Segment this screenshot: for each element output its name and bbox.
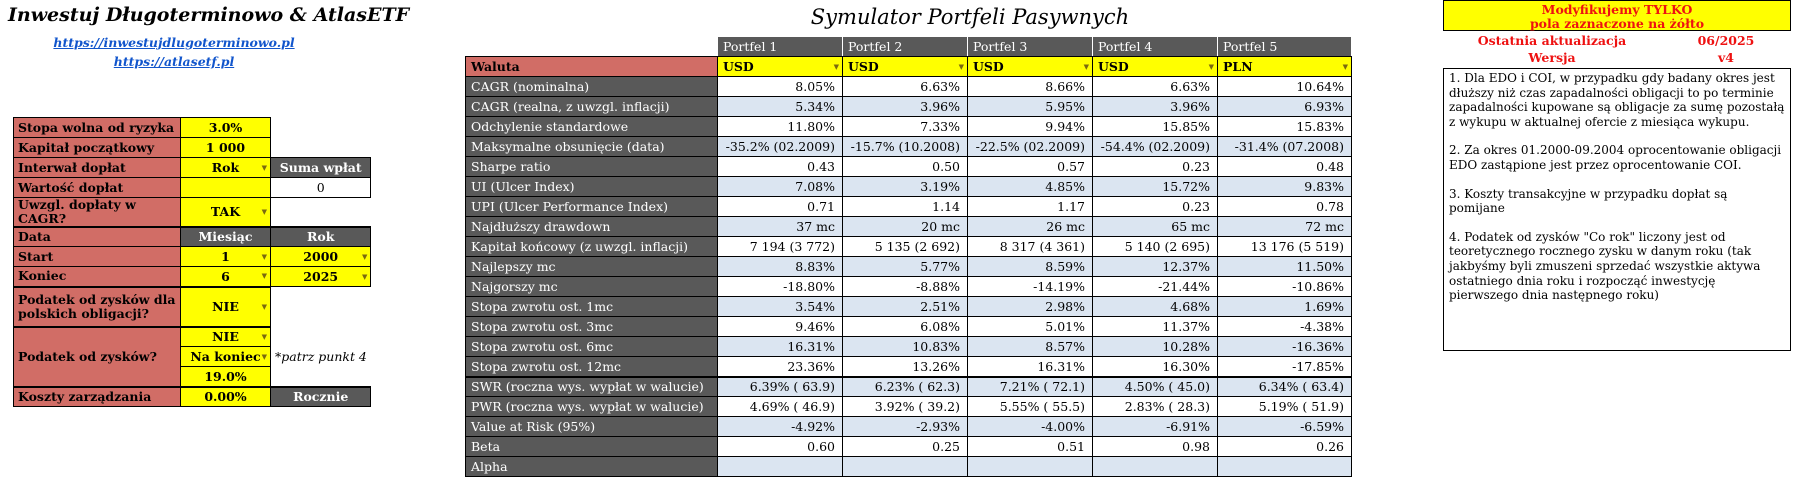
metric-value: 0.50: [843, 157, 968, 177]
metric-label: UI (Ulcer Index): [466, 177, 718, 197]
dropdown-arrow-icon: ▼: [261, 207, 267, 216]
metric-value: 8.05%: [718, 77, 843, 97]
metric-value: 5 135 (2 692): [843, 237, 968, 257]
last-update-row: [1443, 32, 1791, 48]
note-1: 1. Dla EDO i COI, w przypadku gdy badany okres jest dłuższy niż czas zapadalności obligacji to po terminie zapadalności kupowane są obligacje za sumę pozostałą z wykupu w aktualnej ofercie z miesiąca wykupu.: [1449, 71, 1785, 129]
contribution-value-input[interactable]: [181, 178, 271, 198]
metric-value: 4.85%: [968, 177, 1093, 197]
metric-label: Stopa zwrotu ost. 3mc: [466, 317, 718, 337]
month-header: Miesiąc: [181, 227, 271, 247]
dropdown-arrow-icon: ▼: [261, 302, 267, 311]
metric-value: 16.31%: [968, 357, 1093, 377]
currency-dropdown-p3[interactable]: USD ▼: [968, 57, 1093, 77]
contribution-value-label: Wartość dopłat: [14, 178, 181, 198]
table-row: [466, 197, 1352, 217]
settings-table: [13, 117, 371, 407]
sum-of-contributions-value: 0: [271, 178, 371, 198]
metric-value: 7.08%: [718, 177, 843, 197]
metric-value: 0.51: [968, 437, 1093, 457]
metric-value: 10.28%: [1093, 337, 1218, 357]
table-row: [466, 217, 1352, 237]
column-header-portfel-4: Portfel 4: [1093, 37, 1218, 57]
contribution-interval-label: Interwał dopłat: [14, 158, 181, 178]
spacer-cell: [271, 287, 371, 327]
metric-value: 12.37%: [1093, 257, 1218, 277]
dropdown-arrow-icon: ▼: [833, 62, 839, 71]
end-label: Koniec: [14, 267, 181, 287]
metric-value: 1.14: [843, 197, 968, 217]
metric-label: Stopa zwrotu ost. 12mc: [466, 357, 718, 377]
metric-value: 5.01%: [968, 317, 1093, 337]
metric-value: -4.38%: [1218, 317, 1352, 337]
spacer-cell: [271, 118, 371, 138]
table-row: [466, 277, 1352, 297]
tax-footnote: *patrz punkt 4: [275, 349, 367, 364]
metric-value: 7 194 (3 772): [718, 237, 843, 257]
dropdown-arrow-icon: ▼: [362, 252, 368, 261]
metric-value: 26 mc: [968, 217, 1093, 237]
spacer-cell: [271, 138, 371, 158]
version-value: v4: [1718, 49, 1734, 65]
metric-value: 1.69%: [1218, 297, 1352, 317]
management-costs-label: Koszty zarządzania: [14, 387, 181, 407]
table-row: [466, 417, 1352, 437]
currency-dropdown-p2[interactable]: USD ▼: [843, 57, 968, 77]
metric-value: 11.80%: [718, 117, 843, 137]
metric-value: 15.72%: [1093, 177, 1218, 197]
metric-value: 5.19% ( 51.9): [1218, 397, 1352, 417]
metric-value: 7.33%: [843, 117, 968, 137]
metric-value: 1.17: [968, 197, 1093, 217]
metric-value: -4.92%: [718, 417, 843, 437]
column-header-portfel-3: Portfel 3: [968, 37, 1093, 57]
metric-value: 8 317 (4 361): [968, 237, 1093, 257]
table-row: [466, 137, 1352, 157]
metric-label: Odchylenie standardowe: [466, 117, 718, 137]
management-costs-period: Rocznie: [271, 387, 371, 407]
dropdown-arrow-icon: ▼: [261, 332, 267, 341]
table-row: [466, 257, 1352, 277]
metric-label: Stopa zwrotu ost. 1mc: [466, 297, 718, 317]
capital-gains-tax-dropdown[interactable]: NIE ▼: [181, 327, 271, 347]
metric-value: 0.48: [1218, 157, 1352, 177]
spacer-cell: [271, 367, 371, 387]
metric-label: UPI (Ulcer Performance Index): [466, 197, 718, 217]
metric-value: 15.85%: [1093, 117, 1218, 137]
risk-free-rate-input[interactable]: 3.0%: [181, 118, 271, 138]
tax-rate-input[interactable]: 19.0%: [181, 367, 271, 387]
metric-value: 3.92% ( 39.2): [843, 397, 968, 417]
metric-value: 4.69% ( 46.9): [718, 397, 843, 417]
portfolio-table: [465, 36, 1352, 477]
metric-value: -6.91%: [1093, 417, 1218, 437]
portfolio-header-row: [466, 37, 1352, 57]
metric-value: 5 140 (2 695): [1093, 237, 1218, 257]
metric-value: 65 mc: [1093, 217, 1218, 237]
metric-value: 5.95%: [968, 97, 1093, 117]
table-row: [466, 357, 1352, 377]
note-3: 3. Koszty transakcyjne w przypadku dopłat są pomijane: [1449, 186, 1728, 216]
site-title: Inwestuj Długoterminowo & AtlasETF: [8, 4, 410, 26]
metric-value: 7.21% ( 72.1): [968, 377, 1093, 397]
metric-value: 4.50% ( 45.0): [1093, 377, 1218, 397]
metric-value: -4.00%: [968, 417, 1093, 437]
polish-bond-tax-label: Podatek od zysków dla polskich obligacji?: [14, 287, 181, 327]
table-row: [466, 177, 1352, 197]
dropdown-arrow-icon: ▼: [958, 62, 964, 71]
start-year-dropdown[interactable]: 2000 ▼: [271, 247, 371, 267]
column-header-portfel-5: Portfel 5: [1218, 37, 1352, 57]
dropdown-arrow-icon: ▼: [1342, 62, 1348, 71]
currency-dropdown-p1[interactable]: USD ▼: [718, 57, 843, 77]
dropdown-arrow-icon: ▼: [1208, 62, 1214, 71]
metric-label: CAGR (nominalna): [466, 77, 718, 97]
metric-value: 6.63%: [843, 77, 968, 97]
metric-label: PWR (roczna wys. wypłat w walucie): [466, 397, 718, 417]
metric-value: -8.88%: [843, 277, 968, 297]
metric-value: -14.19%: [968, 277, 1093, 297]
metric-value: 8.59%: [968, 257, 1093, 277]
metric-value: -15.7% (10.2008): [843, 137, 968, 157]
metric-value: 9.83%: [1218, 177, 1352, 197]
currency-dropdown-p5[interactable]: PLN ▼: [1218, 57, 1352, 77]
dropdown-arrow-icon: ▼: [261, 352, 267, 361]
table-row: [466, 157, 1352, 177]
metric-value: 6.39% ( 63.9): [718, 377, 843, 397]
table-row: [466, 437, 1352, 457]
metric-value: 0.23: [1093, 157, 1218, 177]
metric-value: 20 mc: [843, 217, 968, 237]
notice-box: [1443, 0, 1791, 31]
risk-free-rate-label: Stopa wolna od ryzyka: [14, 118, 181, 138]
end-month-dropdown[interactable]: 6 ▼: [181, 267, 271, 287]
left-header: [8, 4, 410, 69]
table-row: [466, 297, 1352, 317]
metric-label: Alpha: [466, 457, 718, 477]
metric-value: 6.08%: [843, 317, 968, 337]
metric-value: 23.36%: [718, 357, 843, 377]
table-row: [466, 397, 1352, 417]
metric-value: 10.83%: [843, 337, 968, 357]
metric-value: 37 mc: [718, 217, 843, 237]
initial-capital-label: Kapitał początkowy: [14, 138, 181, 158]
metric-label: Sharpe ratio: [466, 157, 718, 177]
table-row: [466, 377, 1352, 397]
metric-value: [1218, 457, 1352, 477]
dropdown-arrow-icon: ▼: [1083, 62, 1089, 71]
metric-value: 3.96%: [1093, 97, 1218, 117]
dropdown-arrow-icon: ▼: [261, 252, 267, 261]
metric-value: 2.83% ( 28.3): [1093, 397, 1218, 417]
metric-value: 15.83%: [1218, 117, 1352, 137]
right-panel: [1443, 0, 1791, 351]
metric-value: 3.96%: [843, 97, 968, 117]
metric-value: 8.57%: [968, 337, 1093, 357]
metric-value: 13.26%: [843, 357, 968, 377]
metric-value: 9.46%: [718, 317, 843, 337]
metric-label: Kapitał końcowy (z uwzgl. inflacji): [466, 237, 718, 257]
metric-label: Maksymalne obsunięcie (data): [466, 137, 718, 157]
metric-value: 6.63%: [1093, 77, 1218, 97]
currency-row: [466, 57, 1352, 77]
metric-value: -16.36%: [1218, 337, 1352, 357]
metric-value: -21.44%: [1093, 277, 1218, 297]
metric-value: 0.25: [843, 437, 968, 457]
initial-capital-input[interactable]: 1 000: [181, 138, 271, 158]
metric-label: Najgorszy mc: [466, 277, 718, 297]
metric-label: Stopa zwrotu ost. 6mc: [466, 337, 718, 357]
metric-value: [968, 457, 1093, 477]
page-title: Symulator Portfeli Pasywnych: [810, 5, 1130, 29]
metric-value: 2.51%: [843, 297, 968, 317]
metric-value: 72 mc: [1218, 217, 1352, 237]
date-label: Data: [14, 227, 181, 247]
metric-label: SWR (roczna wys. wypłat w walucie): [466, 377, 718, 397]
metric-value: -10.86%: [1218, 277, 1352, 297]
version-row: [1443, 49, 1791, 65]
table-row: [466, 237, 1352, 257]
metric-value: 9.94%: [968, 117, 1093, 137]
metric-label: Najdłuższy drawdown: [466, 217, 718, 237]
version-label: Wersja: [1528, 49, 1576, 65]
metric-value: 0.71: [718, 197, 843, 217]
metric-value: 8.66%: [968, 77, 1093, 97]
metric-value: -2.93%: [843, 417, 968, 437]
dropdown-arrow-icon: ▼: [261, 163, 267, 172]
metric-value: [843, 457, 968, 477]
metric-value: [718, 457, 843, 477]
table-row: [466, 77, 1352, 97]
metric-value: -54.4% (02.2009): [1093, 137, 1218, 157]
link-atlasetf[interactable]: https://atlasetf.pl: [113, 54, 235, 69]
metric-label: Najlepszy mc: [466, 257, 718, 277]
metric-value: 4.68%: [1093, 297, 1218, 317]
metric-label: CAGR (realna, z uwzgl. inflacji): [466, 97, 718, 117]
metric-value: -22.5% (02.2009): [968, 137, 1093, 157]
tax-timing-dropdown[interactable]: Na koniec ▼: [181, 347, 271, 367]
link-inwestujdlugoterminowo[interactable]: https://inwestujdlugoterminowo.pl: [53, 35, 295, 50]
dropdown-arrow-icon: ▼: [261, 272, 267, 281]
metric-value: 8.83%: [718, 257, 843, 277]
metric-value: 0.60: [718, 437, 843, 457]
spacer-cell: [271, 198, 371, 227]
metric-value: 5.55% ( 55.5): [968, 397, 1093, 417]
include-contributions-cagr-dropdown[interactable]: TAK ▼: [181, 198, 271, 227]
metric-value: 0.23: [1093, 197, 1218, 217]
last-update-value: 06/2025: [1697, 32, 1755, 48]
include-contributions-cagr-label: Uwzgl. dopłaty w CAGR?: [14, 198, 181, 227]
metric-value: [1093, 457, 1218, 477]
metric-value: -18.80%: [718, 277, 843, 297]
metric-label: Beta: [466, 437, 718, 457]
column-header-portfel-1: Portfel 1: [718, 37, 843, 57]
metric-value: 0.98: [1093, 437, 1218, 457]
currency-dropdown-p4[interactable]: USD ▼: [1093, 57, 1218, 77]
metric-value: 2.98%: [968, 297, 1093, 317]
metric-value: 3.19%: [843, 177, 968, 197]
table-row: [466, 337, 1352, 357]
notes-box: [1443, 68, 1791, 351]
metric-value: 0.57: [968, 157, 1093, 177]
notice-line-2: pola zaznaczone na żółto: [1529, 16, 1705, 31]
metric-value: -35.2% (02.2009): [718, 137, 843, 157]
sum-of-contributions-header: Suma wpłat: [271, 158, 371, 178]
metric-value: 3.54%: [718, 297, 843, 317]
metric-value: 6.93%: [1218, 97, 1352, 117]
metric-value: 6.34% ( 63.4): [1218, 377, 1352, 397]
metrics-body: [466, 77, 1352, 477]
table-row: [466, 117, 1352, 137]
polish-bond-tax-dropdown[interactable]: NIE ▼: [181, 287, 271, 327]
metric-value: 13 176 (5 519): [1218, 237, 1352, 257]
note-2: 2. Za okres 01.2000-09.2004 oprocentowanie obligacji EDO zastąpione jest przez oprocentowanie COI.: [1449, 143, 1782, 172]
metric-value: 5.34%: [718, 97, 843, 117]
metric-value: 0.78: [1218, 197, 1352, 217]
contribution-interval-dropdown[interactable]: Rok ▼: [181, 158, 271, 178]
capital-gains-tax-label: Podatek od zysków?: [14, 327, 181, 387]
metric-value: 10.64%: [1218, 77, 1352, 97]
notice-line-1: Modyfikujemy TYLKO: [1541, 2, 1693, 17]
management-costs-input[interactable]: 0.00%: [181, 387, 271, 407]
metric-value: -17.85%: [1218, 357, 1352, 377]
metric-value: 0.26: [1218, 437, 1352, 457]
start-month-dropdown[interactable]: 1 ▼: [181, 247, 271, 267]
table-row: [466, 457, 1352, 477]
metric-value: 11.37%: [1093, 317, 1218, 337]
spacer-cell: [271, 327, 371, 347]
metric-value: -31.4% (07.2008): [1218, 137, 1352, 157]
year-header: Rok: [271, 227, 371, 247]
note-4: 4. Podatek od zysków "Co rok" liczony jest od teoretycznego rocznego zysku w danym roku (tak jakbyśmy byli zmuszeni sprzedać wszystkie aktywa ostatniego dnia roku i rozpocząć inwestycję pierwszego dnia następnego roku): [1449, 229, 1761, 303]
currency-label: Waluta: [466, 57, 718, 77]
start-label: Start: [14, 247, 181, 267]
end-year-dropdown[interactable]: 2025 ▼: [271, 267, 371, 287]
metric-value: 16.31%: [718, 337, 843, 357]
metric-value: 0.43: [718, 157, 843, 177]
blank-header-cell: [466, 37, 718, 57]
metric-value: -6.59%: [1218, 417, 1352, 437]
metric-value: 11.50%: [1218, 257, 1352, 277]
table-row: [466, 97, 1352, 117]
metric-value: 6.23% ( 62.3): [843, 377, 968, 397]
last-update-label: Ostatnia aktualizacja: [1477, 32, 1627, 48]
metric-value: 5.77%: [843, 257, 968, 277]
column-header-portfel-2: Portfel 2: [843, 37, 968, 57]
dropdown-arrow-icon: ▼: [362, 272, 368, 281]
metric-value: 16.30%: [1093, 357, 1218, 377]
metric-label: Value at Risk (95%): [466, 417, 718, 437]
table-row: [466, 317, 1352, 337]
